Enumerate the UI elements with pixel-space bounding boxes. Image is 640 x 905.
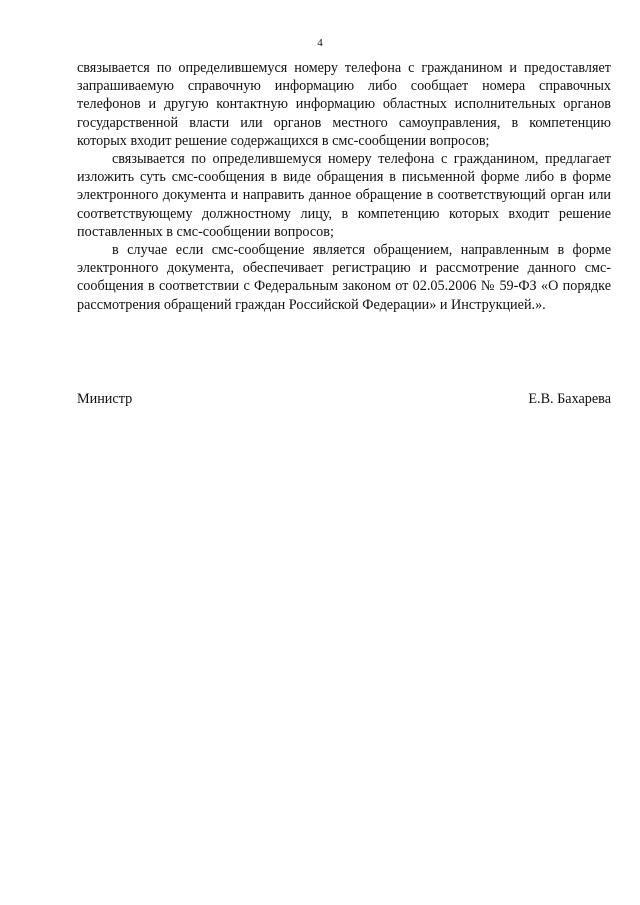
paragraph-3: в случае если смс-сообщение является обращением, направленным в форме электронного документа, обеспечивает регистрацию и рассмотрение данного смс-сообщения в соответствии с Федеральным законом от 02.05.2006 № 59-ФЗ «О порядке рассмотрения обращений граждан Российской Федерации» и Инструкцией.». xyxy=(77,242,611,313)
paragraph-1: связывается по определившемуся номеру телефона с гражданином и предоставляет запрашиваемую справочную информацию либо сообщает номера справочных телефонов и другую контактную информацию областных исполнительных органов государственной власти или органов местного самоуправления, в компетенцию которых входит решение содержащихся в смс-сообщении вопросов; xyxy=(77,60,611,149)
signature-block xyxy=(77,390,611,408)
page-number: 4 xyxy=(317,37,323,49)
signatory-position: Министр xyxy=(77,391,133,407)
signatory-name: Е.В. Бахарева xyxy=(528,391,611,407)
document-body xyxy=(77,59,611,314)
paragraph-2: связывается по определившемуся номеру телефона с гражданином, предлагает изложить суть смс-сообщения в виде обращения в письменной форме либо в форме электронного документа и направить данное обращение в соответствующий орган или соответствующему должностному лицу, в компетенцию которых входит решение поставленных в смс-сообщении вопросов; xyxy=(77,151,611,240)
